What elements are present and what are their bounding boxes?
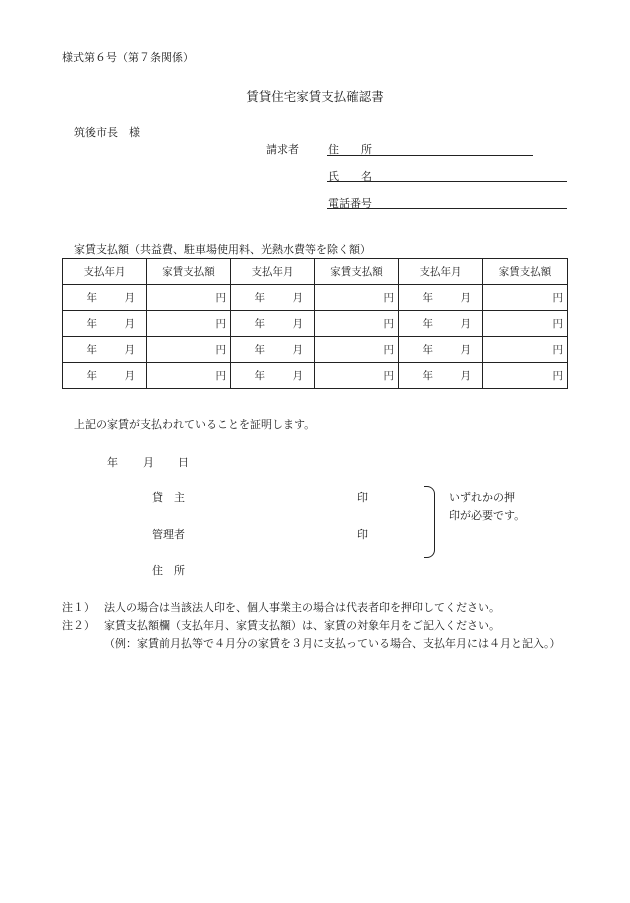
manager-label: 管理者: [152, 528, 185, 541]
date-day-label: 日: [178, 456, 189, 469]
header-payment-month: 支払年月: [231, 259, 315, 285]
address-underline[interactable]: [327, 155, 533, 156]
table-row: [63, 285, 568, 311]
rent-amount-cell[interactable]: [147, 285, 231, 311]
payment-month-cell[interactable]: [399, 363, 483, 389]
year-unit: 年: [86, 318, 97, 330]
month-unit: 月: [292, 344, 303, 356]
rent-amount-cell[interactable]: [147, 363, 231, 389]
month-unit: 月: [124, 292, 135, 304]
year-unit: 年: [422, 318, 433, 330]
table-row: [63, 337, 568, 363]
claimant-address-label: 住 所: [328, 143, 372, 156]
yen-unit: 円: [383, 292, 394, 304]
payment-month-cell[interactable]: [63, 363, 147, 389]
payment-table: [62, 258, 568, 389]
year-unit: 年: [254, 344, 265, 356]
yen-unit: 円: [215, 344, 226, 356]
rent-amount-cell[interactable]: [147, 337, 231, 363]
payment-month-cell[interactable]: [231, 337, 315, 363]
table-row: [63, 311, 568, 337]
rent-amount-cell[interactable]: [483, 363, 568, 389]
payment-month-cell[interactable]: [63, 337, 147, 363]
payment-month-cell[interactable]: [231, 363, 315, 389]
year-unit: 年: [254, 292, 265, 304]
year-unit: 年: [86, 292, 97, 304]
year-unit: 年: [422, 344, 433, 356]
rent-amount-cell[interactable]: [147, 311, 231, 337]
yen-unit: 円: [552, 370, 563, 382]
payment-month-cell[interactable]: [399, 311, 483, 337]
claimant-phone-label: 電話番号: [328, 197, 372, 210]
landlord-label: 貸 主: [152, 491, 185, 504]
yen-unit: 円: [215, 370, 226, 382]
rent-amount-cell[interactable]: [315, 363, 399, 389]
yen-unit: 円: [215, 292, 226, 304]
table-row: [63, 363, 568, 389]
yen-unit: 円: [383, 370, 394, 382]
date-year-label: 年: [107, 456, 118, 469]
payment-month-cell[interactable]: [399, 285, 483, 311]
seal-note-line2: 印が必要です。: [449, 509, 526, 522]
header-rent-amount: 家賃支払額: [483, 259, 568, 285]
month-unit: 月: [124, 370, 135, 382]
header-rent-amount: 家賃支払額: [315, 259, 399, 285]
note-2-text: 家賃支払額欄（支払年月、家賃支払額）は、家賃の対象年月をご記入ください。: [104, 619, 500, 632]
landlord-seal-mark[interactable]: 印: [357, 491, 368, 504]
month-unit: 月: [292, 292, 303, 304]
month-unit: 月: [460, 370, 471, 382]
note-1-label: 注１）: [62, 601, 95, 614]
note-1-text: 法人の場合は当該法人印を、個人事業主の場合は代表者印を押印してください。: [104, 601, 500, 614]
header-rent-amount: 家賃支払額: [147, 259, 231, 285]
payment-month-cell[interactable]: [231, 311, 315, 337]
rent-amount-cell[interactable]: [483, 285, 568, 311]
certification-text: 上記の家賃が支払われていることを証明します。: [74, 418, 316, 431]
yen-unit: 円: [383, 344, 394, 356]
yen-unit: 円: [552, 344, 563, 356]
yen-unit: 円: [552, 318, 563, 330]
payment-month-cell[interactable]: [63, 285, 147, 311]
date-month-label: 月: [143, 456, 154, 469]
manager-seal-mark[interactable]: 印: [357, 528, 368, 541]
name-underline[interactable]: [327, 181, 567, 182]
rent-amount-cell[interactable]: [315, 285, 399, 311]
signer-address-label: 住 所: [152, 564, 185, 577]
year-unit: 年: [86, 370, 97, 382]
month-unit: 月: [292, 370, 303, 382]
table-header-row: [63, 259, 568, 285]
rent-amount-cell[interactable]: [483, 337, 568, 363]
phone-underline[interactable]: [327, 208, 567, 209]
form-number: 様式第６号（第７条関係）: [62, 51, 194, 64]
header-payment-month: 支払年月: [399, 259, 483, 285]
yen-unit: 円: [215, 318, 226, 330]
year-unit: 年: [422, 292, 433, 304]
rent-amount-cell[interactable]: [483, 311, 568, 337]
payment-month-cell[interactable]: [231, 285, 315, 311]
table-caption: 家賃支払額（共益費、駐車場使用料、光熱水費等を除く額）: [74, 243, 371, 256]
claimant-label: 請求者: [266, 143, 299, 156]
right-brace: [424, 486, 435, 558]
yen-unit: 円: [383, 318, 394, 330]
month-unit: 月: [460, 344, 471, 356]
month-unit: 月: [292, 318, 303, 330]
year-unit: 年: [422, 370, 433, 382]
claimant-name-label: 氏 名: [328, 170, 372, 183]
month-unit: 月: [124, 344, 135, 356]
year-unit: 年: [254, 370, 265, 382]
seal-note-line1: いずれかの押: [449, 491, 515, 504]
payment-month-cell[interactable]: [399, 337, 483, 363]
rent-amount-cell[interactable]: [315, 311, 399, 337]
page-title: 賃貸住宅家賃支払確認書: [246, 89, 384, 104]
month-unit: 月: [460, 292, 471, 304]
payment-month-cell[interactable]: [63, 311, 147, 337]
month-unit: 月: [460, 318, 471, 330]
month-unit: 月: [124, 318, 135, 330]
year-unit: 年: [86, 344, 97, 356]
rent-amount-cell[interactable]: [315, 337, 399, 363]
yen-unit: 円: [552, 292, 563, 304]
year-unit: 年: [254, 318, 265, 330]
note-example: （例：家賃前月払等で４月分の家賃を３月に支払っている場合、支払年月には４月と記入。）: [104, 637, 561, 650]
addressee: 筑後市長 様: [74, 126, 140, 139]
note-2-label: 注２）: [62, 619, 95, 632]
header-payment-month: 支払年月: [63, 259, 147, 285]
